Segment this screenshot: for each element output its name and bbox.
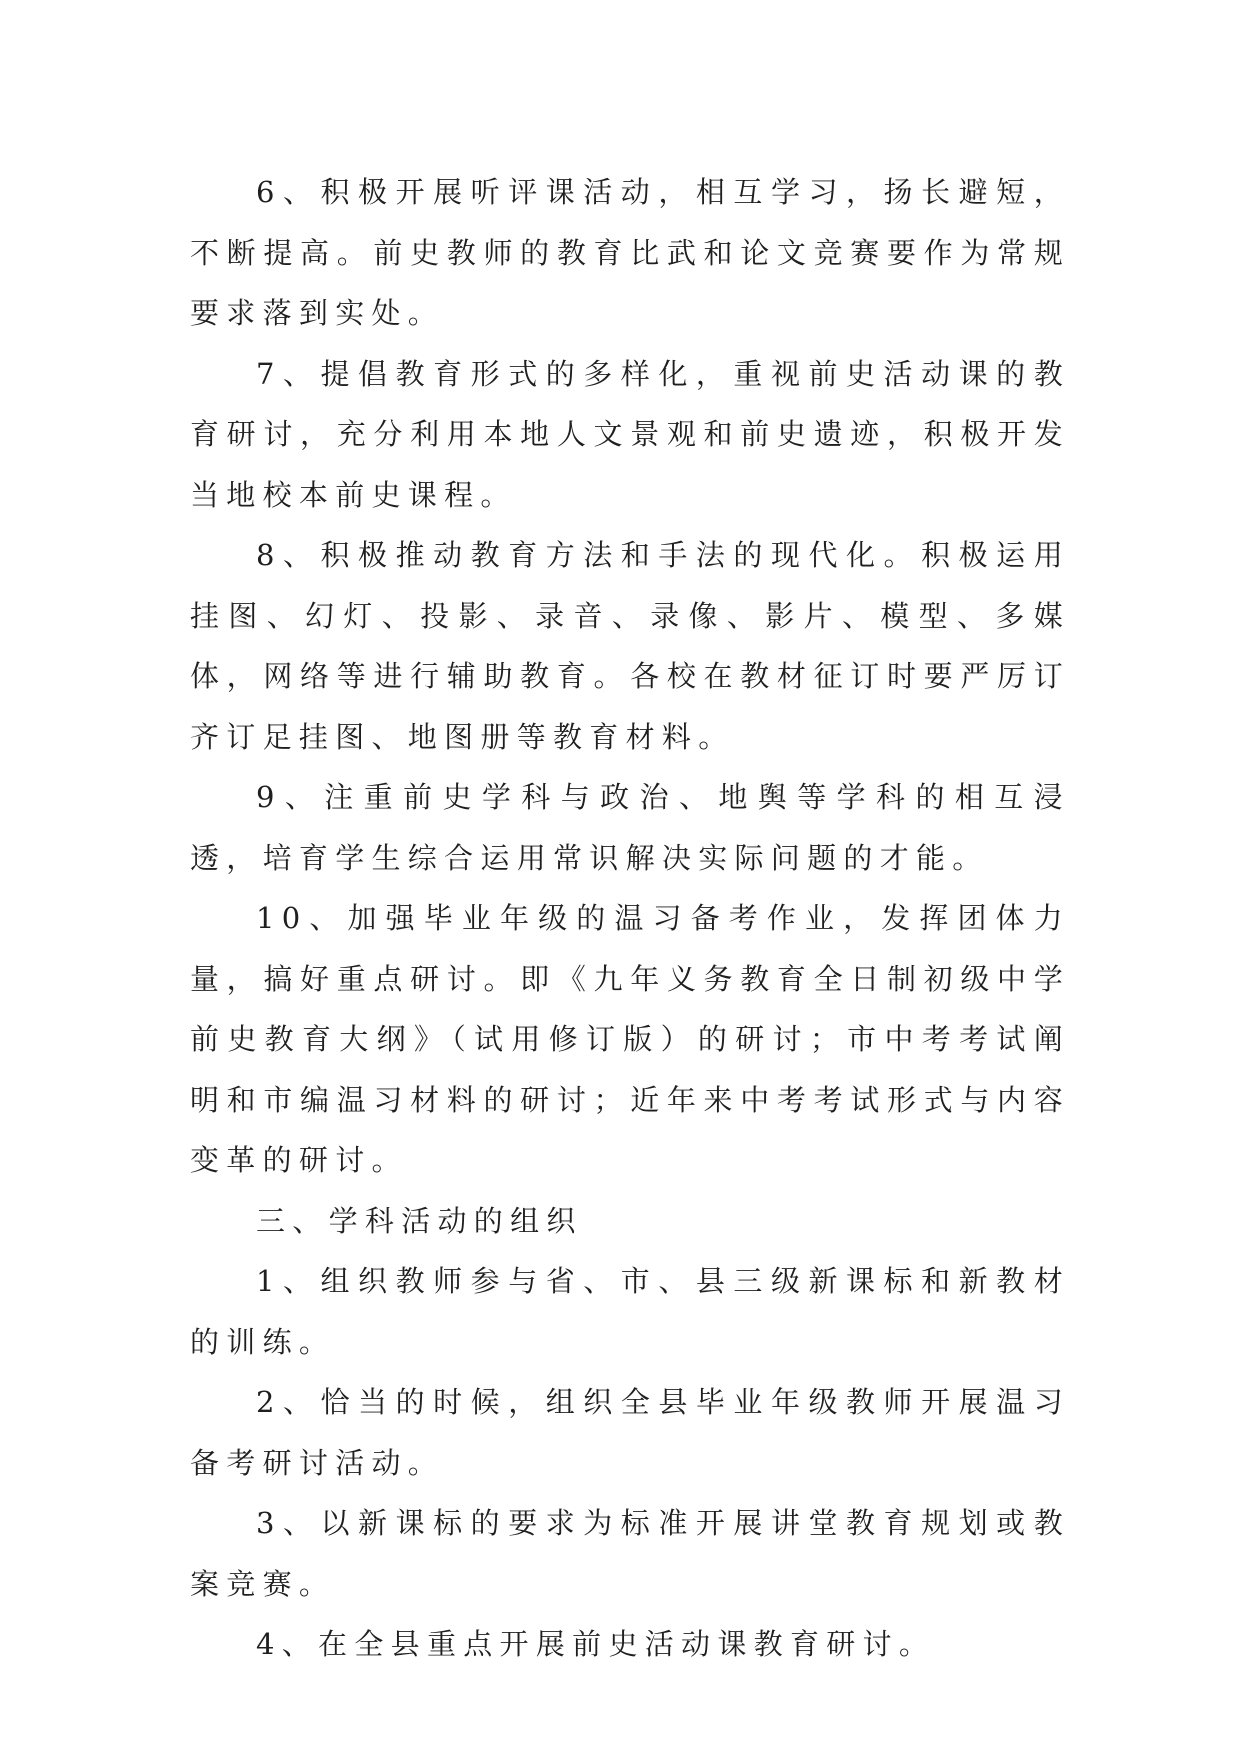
paragraph-item-8: 8、积极推动教育方法和手法的现代化。积极运用挂图、幻灯、投影、录音、录像、影片、模型、多媒体，网络等进行辅助教育。各校在教材征订时要严厉订齐订足挂图、地图册等教育材料。	[190, 538, 1070, 754]
document-body	[190, 162, 1070, 1675]
section-heading: 三、学科活动的组织	[256, 1203, 583, 1238]
paragraph-item-7: 7、提倡教育形式的多样化，重视前史活动课的教育研讨，充分利用本地人文景观和前史遗迹，积极开发当地校本前史课程。	[190, 356, 1070, 512]
activity-item-2: 2、恰当的时候，组织全县毕业年级教师开展温习备考研讨活动。	[190, 1385, 1070, 1480]
paragraph-item-10: 10、加强毕业年级的温习备考作业，发挥团体力量，搞好重点研讨。即《九年义务教育全日制初级中学前史教育大纲》（试用修订版）的研讨；市中考考试阐明和市编温习材料的研讨；近年来中考考试形式与内容变革的研讨。	[190, 901, 1070, 1177]
paragraph-item-9: 9、注重前史学科与政治、地舆等学科的相互浸透，培育学生综合运用常识解决实际问题的才能。	[190, 780, 1070, 875]
paragraph-item-6: 6、积极开展听评课活动，相互学习，扬长避短，不断提高。前史教师的教育比武和论文竞赛要作为常规要求落到实处。	[190, 175, 1070, 330]
activity-item-3: 3、以新课标的要求为标准开展讲堂教育规划或教案竞赛。	[190, 1506, 1070, 1601]
activity-item-1: 1、组织教师参与省、市、县三级新课标和新教材的训练。	[190, 1264, 1070, 1359]
activity-item-4: 4、在全县重点开展前史活动课教育研讨。	[256, 1627, 936, 1661]
